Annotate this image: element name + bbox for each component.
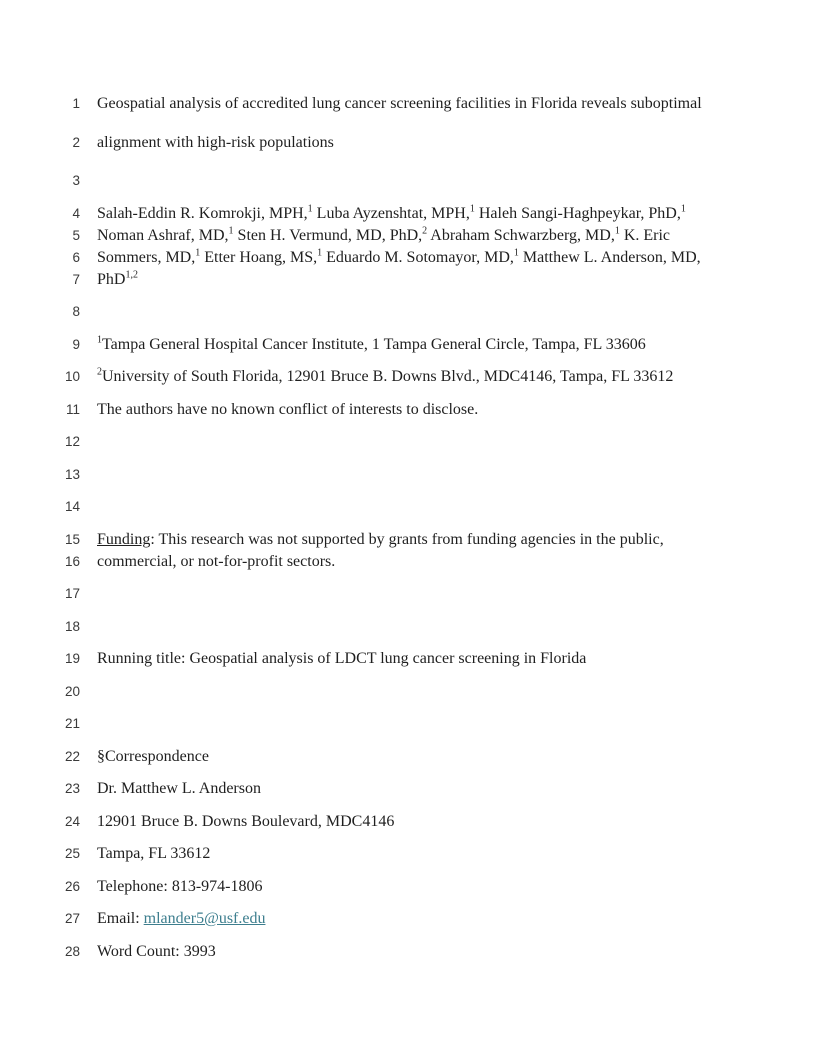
affiliation-superscript: 2: [97, 366, 102, 378]
document-line-blank: [0, 466, 816, 483]
text-segment: Luba Ayzenshtat, MPH,: [312, 204, 470, 222]
line-number: 4: [72, 205, 80, 221]
line-number: 1: [72, 96, 80, 111]
text-segment: Abraham Schwarzberg, MD,: [427, 226, 615, 244]
document-line: [0, 95, 816, 112]
text-segment: Tampa General Hospital Cancer Institute, 1 Tampa General Circle, Tampa, FL 33606: [102, 335, 646, 353]
document-line: [0, 134, 816, 151]
affiliation-superscript: 1: [195, 247, 201, 259]
underlined-text: Funding: [97, 530, 151, 548]
document-line-blank: [0, 618, 816, 635]
text-segment: Dr. Matthew L. Anderson: [97, 780, 261, 797]
document-line: [0, 531, 816, 548]
line-number: 28: [64, 943, 80, 959]
line-text: [97, 227, 670, 244]
affiliation-superscript: 1: [614, 225, 620, 237]
text-segment: Matthew L. Anderson, MD,: [518, 248, 701, 266]
line-number: 9: [72, 336, 80, 352]
text-segment: Email:: [97, 910, 144, 927]
document-line: [0, 943, 816, 960]
line-number: 3: [72, 173, 80, 188]
text-segment: commercial, or not-for-profit sectors.: [97, 552, 336, 570]
affiliation-superscript: 1: [680, 203, 686, 215]
line-number: 20: [64, 683, 80, 699]
text-segment: The authors have no known conflict of interests to disclose.: [97, 400, 479, 418]
line-number: 18: [64, 618, 80, 634]
line-number: 15: [64, 531, 80, 547]
affiliation-superscript: 1: [513, 247, 519, 259]
affiliation-superscript: 1: [469, 203, 475, 215]
line-number: 2: [72, 134, 80, 150]
text-segment: §Correspondence: [97, 747, 209, 765]
document-line-blank: [0, 303, 816, 320]
text-segment: Word Count: 3993: [97, 942, 216, 960]
line-text: [97, 780, 261, 797]
text-segment: alignment with high-risk populations: [97, 133, 334, 151]
line-number: 10: [64, 369, 80, 384]
affiliation-superscript: 1: [307, 203, 313, 215]
line-number: 16: [64, 553, 80, 569]
text-segment: Eduardo M. Sotomayor, MD,: [322, 248, 514, 266]
line-number: 11: [65, 401, 80, 417]
text-segment: University of South Florida, 12901 Bruce B. Downs Blvd., MDC4146, Tampa, FL 33612: [102, 368, 674, 385]
line-number: 22: [64, 748, 80, 764]
document-line-blank: [0, 172, 816, 189]
document-line: [0, 780, 816, 797]
line-number: 25: [64, 846, 80, 861]
affiliation-superscript: 1: [317, 247, 323, 259]
line-number: 13: [64, 466, 80, 482]
line-number: 23: [64, 781, 80, 796]
document-line-blank: [0, 433, 816, 450]
line-number: 8: [72, 304, 80, 319]
line-container: [0, 95, 816, 960]
line-text: [97, 95, 702, 112]
text-segment: Etter Hoang, MS,: [200, 248, 318, 266]
line-number: 17: [64, 586, 80, 601]
line-text: [97, 336, 646, 353]
line-number: 14: [64, 499, 80, 514]
document-line: [0, 271, 816, 288]
document-line: [0, 813, 816, 830]
line-text: [97, 205, 686, 222]
text-segment: Geospatial analysis of accredited lung cancer screening facilities in Florida reveals suboptimal: [97, 95, 702, 112]
document-line: [0, 748, 816, 765]
line-text: [97, 878, 263, 895]
affiliation-superscript: 1: [97, 334, 102, 346]
text-segment: Sommers, MD,: [97, 248, 196, 266]
document-line: [0, 227, 816, 244]
line-text: [97, 271, 138, 288]
email-link[interactable]: mlander5@usf.edu: [143, 910, 266, 927]
line-text: [97, 650, 586, 667]
document-line: [0, 336, 816, 353]
document-line: [0, 878, 816, 895]
document-line-blank: [0, 498, 816, 515]
line-number: 24: [64, 813, 80, 829]
affiliation-superscript: 2: [422, 225, 428, 237]
document-line: [0, 401, 816, 418]
document-line: [0, 249, 816, 266]
document-line-blank: [0, 715, 816, 732]
document-line: [0, 368, 816, 385]
document-line: [0, 910, 816, 927]
text-segment: Haleh Sangi-Haghpeykar, PhD,: [474, 204, 681, 222]
document-line: [0, 553, 816, 570]
line-number: 12: [64, 434, 80, 449]
line-text: [97, 943, 216, 960]
document-line: [0, 650, 816, 667]
line-number: 6: [72, 249, 80, 265]
text-segment: Sten H. Vermund, MD, PhD,: [233, 226, 423, 244]
text-segment: PhD: [97, 270, 126, 288]
document-line: [0, 845, 816, 862]
line-number: 19: [64, 651, 80, 666]
text-segment: 12901 Bruce B. Downs Boulevard, MDC4146: [97, 812, 395, 830]
line-number: 7: [72, 271, 80, 287]
line-text: [97, 553, 335, 570]
text-segment: Telephone: 813-974-1806: [97, 877, 263, 895]
line-number: 5: [72, 227, 80, 243]
line-number: 27: [64, 911, 80, 926]
line-number: 26: [64, 878, 80, 894]
line-text: [97, 368, 673, 385]
text-segment: Tampa, FL 33612: [97, 845, 211, 862]
text-segment: Noman Ashraf, MD,: [97, 226, 229, 244]
line-text: [97, 813, 394, 830]
line-number: 21: [64, 716, 80, 731]
line-text: [97, 845, 210, 862]
line-text: [97, 531, 664, 548]
line-text: [97, 748, 209, 765]
text-segment: Salah-Eddin R. Komrokji, MPH,: [97, 204, 308, 222]
line-text: [97, 910, 265, 927]
line-text: [97, 249, 701, 266]
text-segment: Running title: Geospatial analysis of LDCT lung cancer screening in Florida: [97, 650, 587, 667]
affiliation-superscript: 1: [228, 225, 234, 237]
text-segment: : This research was not supported by grants from funding agencies in the public,: [150, 530, 664, 548]
document-line-blank: [0, 585, 816, 602]
line-text: [97, 401, 478, 418]
affiliation-superscript: 1,2: [125, 269, 138, 281]
document-line: [0, 205, 816, 222]
line-text: [97, 134, 334, 151]
text-segment: K. Eric: [619, 226, 671, 244]
document-line-blank: [0, 683, 816, 700]
